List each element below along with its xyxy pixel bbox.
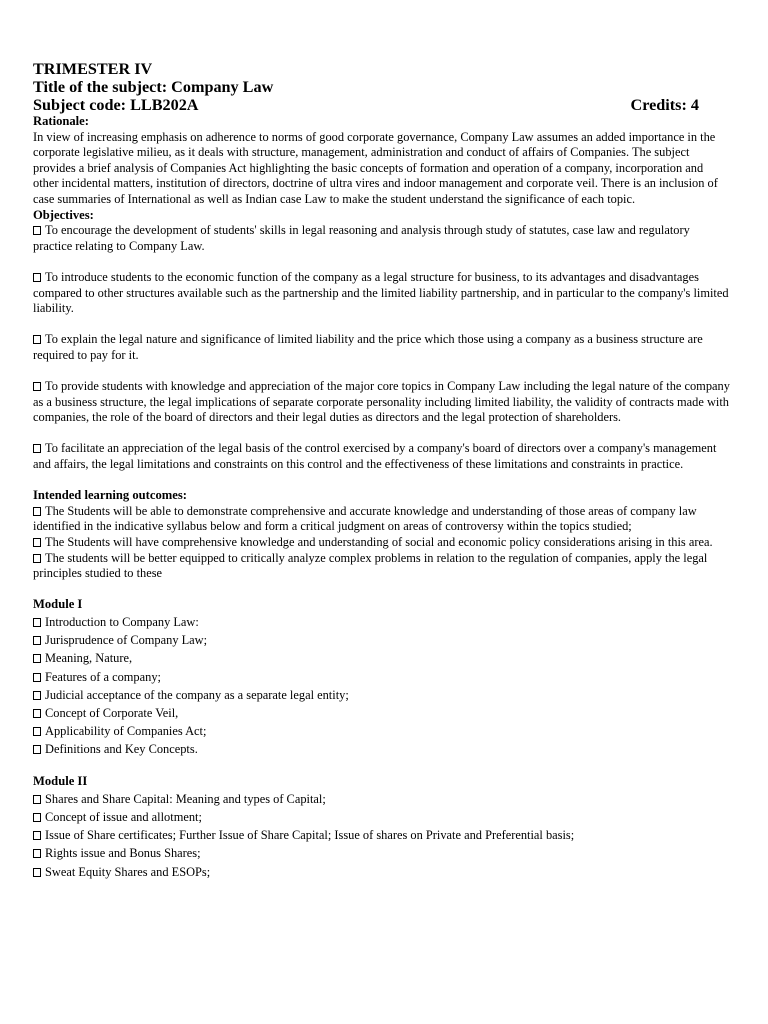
rationale-text: In view of increasing emphasis on adherence to norms of good corporate governance, Company Law assumes an added importance in the corporate legislative milieu, as it deals with structure, management, administration and conduct of affairs of Companies. The subject provides a brief analysis of Companies Act highlighting the basic concepts of formation and operation of a company, incorporation and other incidental matters, institution of directors, doctrine of ultra vires and indoor management and corporate veil. There is an inclusion of case summaries of International as well as Indian case Law to make the student understand the significance of each topic. xyxy=(33,129,718,206)
bullet-box-icon xyxy=(33,507,41,516)
bullet-box-icon xyxy=(33,795,41,804)
list-item: Judicial acceptance of the company as a separate legal entity; xyxy=(33,686,731,704)
outcome-item: The Students will be able to demonstrate comprehensive and accurate knowledge and understanding of those areas of company law identified in the indicative syllabus below and form a critical judgment on areas of controversy within the topics studied; xyxy=(33,503,697,534)
bullet-box-icon xyxy=(33,226,41,235)
bullet-box-icon xyxy=(33,636,41,645)
list-item: Issue of Share certificates; Further Issue of Share Capital; Issue of shares on Private and Preferential basis; xyxy=(33,826,731,844)
bullet-box-icon xyxy=(33,813,41,822)
objective-item: To introduce students to the economic function of the company as a legal structure for business, to its advantages and disadvantages compared to other structures available such as the partnership and the limited liability partnership, and in particular to the company's limited liability. xyxy=(33,269,729,316)
objective-item: To facilitate an appreciation of the legal basis of the control exercised by a company's board of directors over a company's management and affairs, the legal limitations and constraints on this control and the effectiveness of these limitations and constraints in practice. xyxy=(33,441,717,472)
list-item: Concept of issue and allotment; xyxy=(33,808,731,826)
list-item: Jurisprudence of Company Law; xyxy=(33,631,731,649)
bullet-box-icon xyxy=(33,654,41,663)
list-item: Definitions and Key Concepts. xyxy=(33,740,731,758)
list-item: Concept of Corporate Veil, xyxy=(33,704,731,722)
bullet-box-icon xyxy=(33,745,41,754)
bullet-box-icon xyxy=(33,554,41,563)
bullet-box-icon xyxy=(33,382,41,391)
module-1-heading: Module I xyxy=(33,597,83,612)
bullet-box-icon xyxy=(33,538,41,547)
bullet-box-icon xyxy=(33,709,41,718)
trimester-heading: TRIMESTER IV xyxy=(33,60,153,78)
rationale-heading: Rationale: xyxy=(33,114,89,128)
list-item: Features of a company; xyxy=(33,668,731,686)
outcome-item: The students will be better equipped to critically analyze complex problems in relation to the regulation of companies, apply the legal principles studied to these xyxy=(33,550,708,581)
bullet-box-icon xyxy=(33,868,41,877)
bullet-box-icon xyxy=(33,849,41,858)
module-2-list xyxy=(33,790,731,881)
objectives-heading: Objectives: xyxy=(33,207,94,222)
objective-item: To provide students with knowledge and appreciation of the major core topics in Company Law including the legal nature of the company as a business structure, the legal implications of separate corporate personality including limited liability, the validity of contracts made with companies, the role of the board of directors and their legal duties as directors and the legal protection of shareholders. xyxy=(33,379,730,425)
credits: Credits: 4 xyxy=(630,96,699,114)
module-1-list xyxy=(33,613,731,759)
objective-item: To explain the legal nature and significance of limited liability and the price which those using a company as a business structure are required to pay for it. xyxy=(33,332,703,362)
bullet-box-icon xyxy=(33,831,41,840)
document-page xyxy=(33,60,731,881)
subject-code: Subject code: LLB202A xyxy=(33,96,199,114)
bullet-box-icon xyxy=(33,273,41,282)
list-item: Rights issue and Bonus Shares; xyxy=(33,844,731,862)
list-item: Meaning, Nature, xyxy=(33,649,731,667)
bullet-box-icon xyxy=(33,727,41,736)
list-item: Sweat Equity Shares and ESOPs; xyxy=(33,863,731,881)
bullet-box-icon xyxy=(33,444,41,453)
objective-item: To encourage the development of students' skills in legal reasoning and analysis through study of statutes, case law and regulatory practice relating to Company Law. xyxy=(33,223,690,253)
outcomes-heading: Intended learning outcomes: xyxy=(33,488,187,503)
module-2-heading: Module II xyxy=(33,774,88,789)
outcome-item: The Students will have comprehensive knowledge and understanding of social and economic policy considerations arising in this area. xyxy=(33,535,731,551)
list-item: Introduction to Company Law: xyxy=(33,613,731,631)
list-item: Shares and Share Capital: Meaning and types of Capital; xyxy=(33,790,731,808)
bullet-box-icon xyxy=(33,335,41,344)
bullet-box-icon xyxy=(33,618,41,627)
bullet-box-icon xyxy=(33,691,41,700)
subject-title: Title of the subject: Company Law xyxy=(33,78,274,96)
subject-code-line xyxy=(33,96,731,114)
bullet-box-icon xyxy=(33,673,41,682)
list-item: Applicability of Companies Act; xyxy=(33,722,731,740)
